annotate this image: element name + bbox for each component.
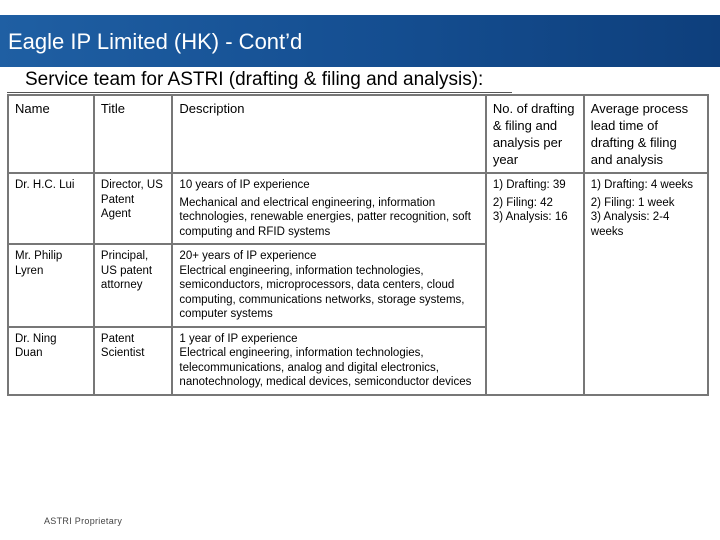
header-name: Name (8, 95, 94, 173)
header-lead-time: Average process lead time of drafting & filing and analysis (584, 95, 708, 173)
lead-time-drafting: 1) Drafting: 4 weeks (590, 179, 694, 191)
slide-title: Eagle IP Limited (HK) - Cont’d (8, 29, 303, 54)
count-drafting: 1) Drafting: 39 (492, 179, 566, 191)
member-description (172, 173, 485, 244)
lead-times-cell (584, 173, 708, 395)
footer-proprietary: ASTRI Proprietary (44, 516, 123, 526)
header-count: No. of drafting & filing and analysis per year (486, 95, 584, 173)
divider (7, 92, 512, 93)
member-experience: 10 years of IP experience (179, 179, 310, 191)
header-title: Title (94, 95, 173, 173)
member-description (172, 327, 485, 395)
count-filing: 2) Filing: 42 (492, 196, 553, 209)
title-bar (0, 15, 720, 67)
member-experience: 20+ years of IP experience (179, 250, 317, 262)
service-team-table (7, 94, 709, 396)
member-name: Dr. H.C. Lui (8, 173, 94, 244)
lead-time-filing: 2) Filing: 1 week (590, 196, 675, 209)
lead-time-analysis: 3) Analysis: 2-4 weeks (590, 211, 670, 238)
member-fields: Mechanical and electrical engineering, information technologies, renewable energies, patter recognition, soft computing and RFID systems (179, 196, 471, 238)
member-fields: Electrical engineering, information technologies, telecommunications, analog and digital electronics, nanotechnology, medical devices, semiconductor devices (179, 347, 472, 388)
member-experience: 1 year of IP experience (179, 332, 298, 345)
member-name: Dr. Ning Duan (8, 327, 94, 395)
slide-subtitle: Service team for ASTRI (drafting & filing and analysis): (25, 69, 484, 90)
table-row (8, 173, 708, 244)
count-analysis: 3) Analysis: 16 (492, 211, 568, 223)
member-name: Mr. Philip Lyren (8, 244, 94, 327)
header-description: Description (172, 95, 485, 173)
counts-cell (486, 173, 584, 395)
member-fields: Electrical engineering, information technologies, semiconductors, microprocessors, data centers, cloud computing, communications networks, storage systems, computer systems (179, 264, 465, 320)
member-description (172, 244, 485, 327)
table-header-row (8, 95, 708, 173)
member-title: Patent Scientist (94, 327, 173, 395)
member-title: Principal, US patent attorney (94, 244, 173, 327)
member-title: Director, US Patent Agent (94, 173, 173, 244)
